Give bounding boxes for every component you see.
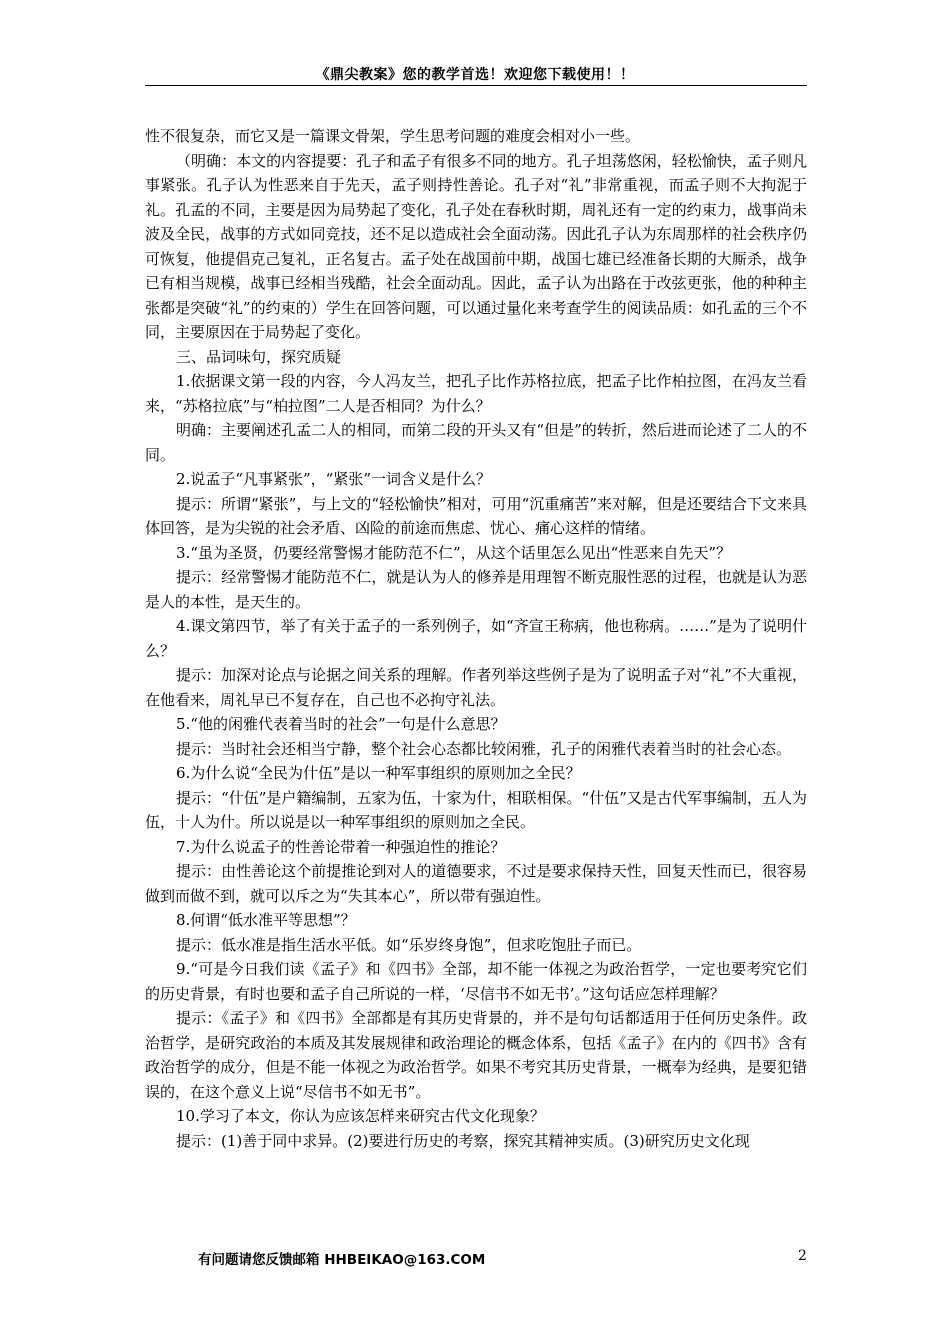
- paragraph: 6.为什么说“全民为什伍”是以一种军事组织的原则加之全民？: [176, 764, 581, 782]
- paragraph: 提示：低水准是指生活水平低。如“乐岁终身饱”，但求吃饱肚子而已。: [176, 935, 642, 954]
- paragraph: 提示：经常警惕才能防范不仁，就是认为人的修养是用理智不断克服性恶的过程，也就是认为恶是人的本性，是天生的。: [145, 568, 807, 611]
- paragraph: 5.“他的闲雅代表着当时的社会”一句是什么意思？: [176, 715, 506, 733]
- paragraph: 提示：“什伍”是户籍编制，五家为伍，十家为什，相联相保。“什伍”又是古代军事编制，五人为伍，十人为什。所以说是以一种军事组织的原则加之全民。: [145, 788, 807, 831]
- footer-contact: 有问题请您反馈邮箱 HHBEIKAO@163.COM: [198, 1252, 486, 1268]
- paragraph: 9.“可是今日我们读《孟子》和《四书》全部，却不能一体视之为政治哲学，一定也要考究它们的历史背景，有时也要和孟子自己所说的一样，‘尽信书不如无书’。”这句话应怎样理解？: [145, 960, 807, 1003]
- paragraph: 3.“虽为圣贤，仍要经常警惕才能防范不仁”，从这个话里怎么见出“性恶来自先天”？: [176, 543, 731, 562]
- paragraph: 提示：由性善论这个前提推论到对人的道德要求，不过是要求保持天性，回复天性而已，很容易做到而做不到，就可以斥之为“失其本心”，所以带有强迫性。: [145, 862, 807, 905]
- paragraph: 性不很复杂，而它又是一篇课文骨架，学生思考问题的难度会相对小一些。: [145, 127, 641, 145]
- paragraph: 2.说孟子“凡事紧张”，“紧张”一词含义是什么？: [176, 470, 491, 488]
- header-divider: [145, 85, 807, 86]
- paragraph: 三、品词味句，探究质疑: [176, 347, 342, 366]
- document-body: [145, 124, 807, 1153]
- paragraph: 明确：主要阐述孔孟二人的相同，而第二段的开头又有“但是”的转折，然后进而论述了二人的不同。: [145, 421, 807, 464]
- paragraph: 提示：加深对论点与论据之间关系的理解。作者列举这些例子是为了说明孟子对“礼”不大重视，在他看来，周礼早已不复存在，自己也不必拘守礼法。: [145, 666, 807, 709]
- paragraph: 1.依据课文第一段的内容，今人冯友兰，把孔子比作苏格拉底，把孟子比作柏拉图，在冯友兰看来，“苏格拉底”与“柏拉图”二人是否相同？为什么？: [145, 372, 807, 415]
- paragraph: 提示：(1)善于同中求异。(2)要进行历史的考察，探究其精神实质。(3)研究历史文化现: [176, 1131, 750, 1150]
- page-number: 2: [798, 1248, 807, 1264]
- paragraph: 10.学习了本文，你认为应该怎样来研究古代文化现象？: [176, 1107, 545, 1125]
- paragraph: 7.为什么说孟子的性善论带着一种强迫性的推论？: [176, 837, 506, 856]
- paragraph: 提示：《孟子》和《四书》全部都是有其历史背景的，并不是句句话都适用于任何历史条件。政治哲学，是研究政治的本质及其发展规律和政治理论的概念体系，包括《孟子》在内的《四书》含有政治哲学的成分，但是不能一体视之为政治哲学。如果不考究其历史背景，一概奉为经典，是要犯错误的，在这个意义上说“尽信书不如无书”。: [145, 1009, 807, 1101]
- paragraph: 8.何谓“低水准平等思想”？: [176, 911, 356, 929]
- paragraph: （明确：本文的内容提要：孔子和孟子有很多不同的地方。孔子坦荡悠闲，轻松愉快，孟子则凡事紧张。孔子认为性恶来自于先天，孟子则持性善论。孔子对“礼”非常重视，而孟子则不大拘泥于礼。孔孟的不同，主要是因为局势起了变化，孔子处在春秋时期，周礼还有一定的约束力，战事尚未波及全民，战事的方式如同竞技，还不足以造成社会全面动荡。因此孔子认为东周那样的社会秩序仍可恢复，他提倡克己复礼，正名复古。孟子处在战国前中期，战国七雄已经准备长期的大厮杀，战争已有相当规模，战事已经相当残酷，社会全面动乱。因此，孟子认为出路在于改弦更张，他的种种主张都是突破“礼”的约束的）学生在回答问题，可以通过量化来考查学生的阅读品质：如孔孟的三个不同，主要原因在于局势起了变化。: [145, 151, 807, 341]
- page-header-title: 《鼎尖教案》您的教学首选！欢迎您下载使用！！: [315, 67, 635, 83]
- paragraph: 4.课文第四节，举了有关于孟子的一系列例子，如“齐宣王称病，他也称病。……”是为了说明什么？: [145, 617, 807, 660]
- paragraph: 提示：当时社会还相当宁静，整个社会心态都比较闲雅，孔子的闲雅代表着当时的社会心态。: [176, 739, 792, 758]
- paragraph: 提示：所谓“紧张”，与上文的“轻松愉快”相对，可用“沉重痛苦”来对解，但是还要结合下文来具体回答，是为尖锐的社会矛盾、凶险的前途而焦虑、忧心、痛心这样的情绪。: [145, 494, 808, 537]
